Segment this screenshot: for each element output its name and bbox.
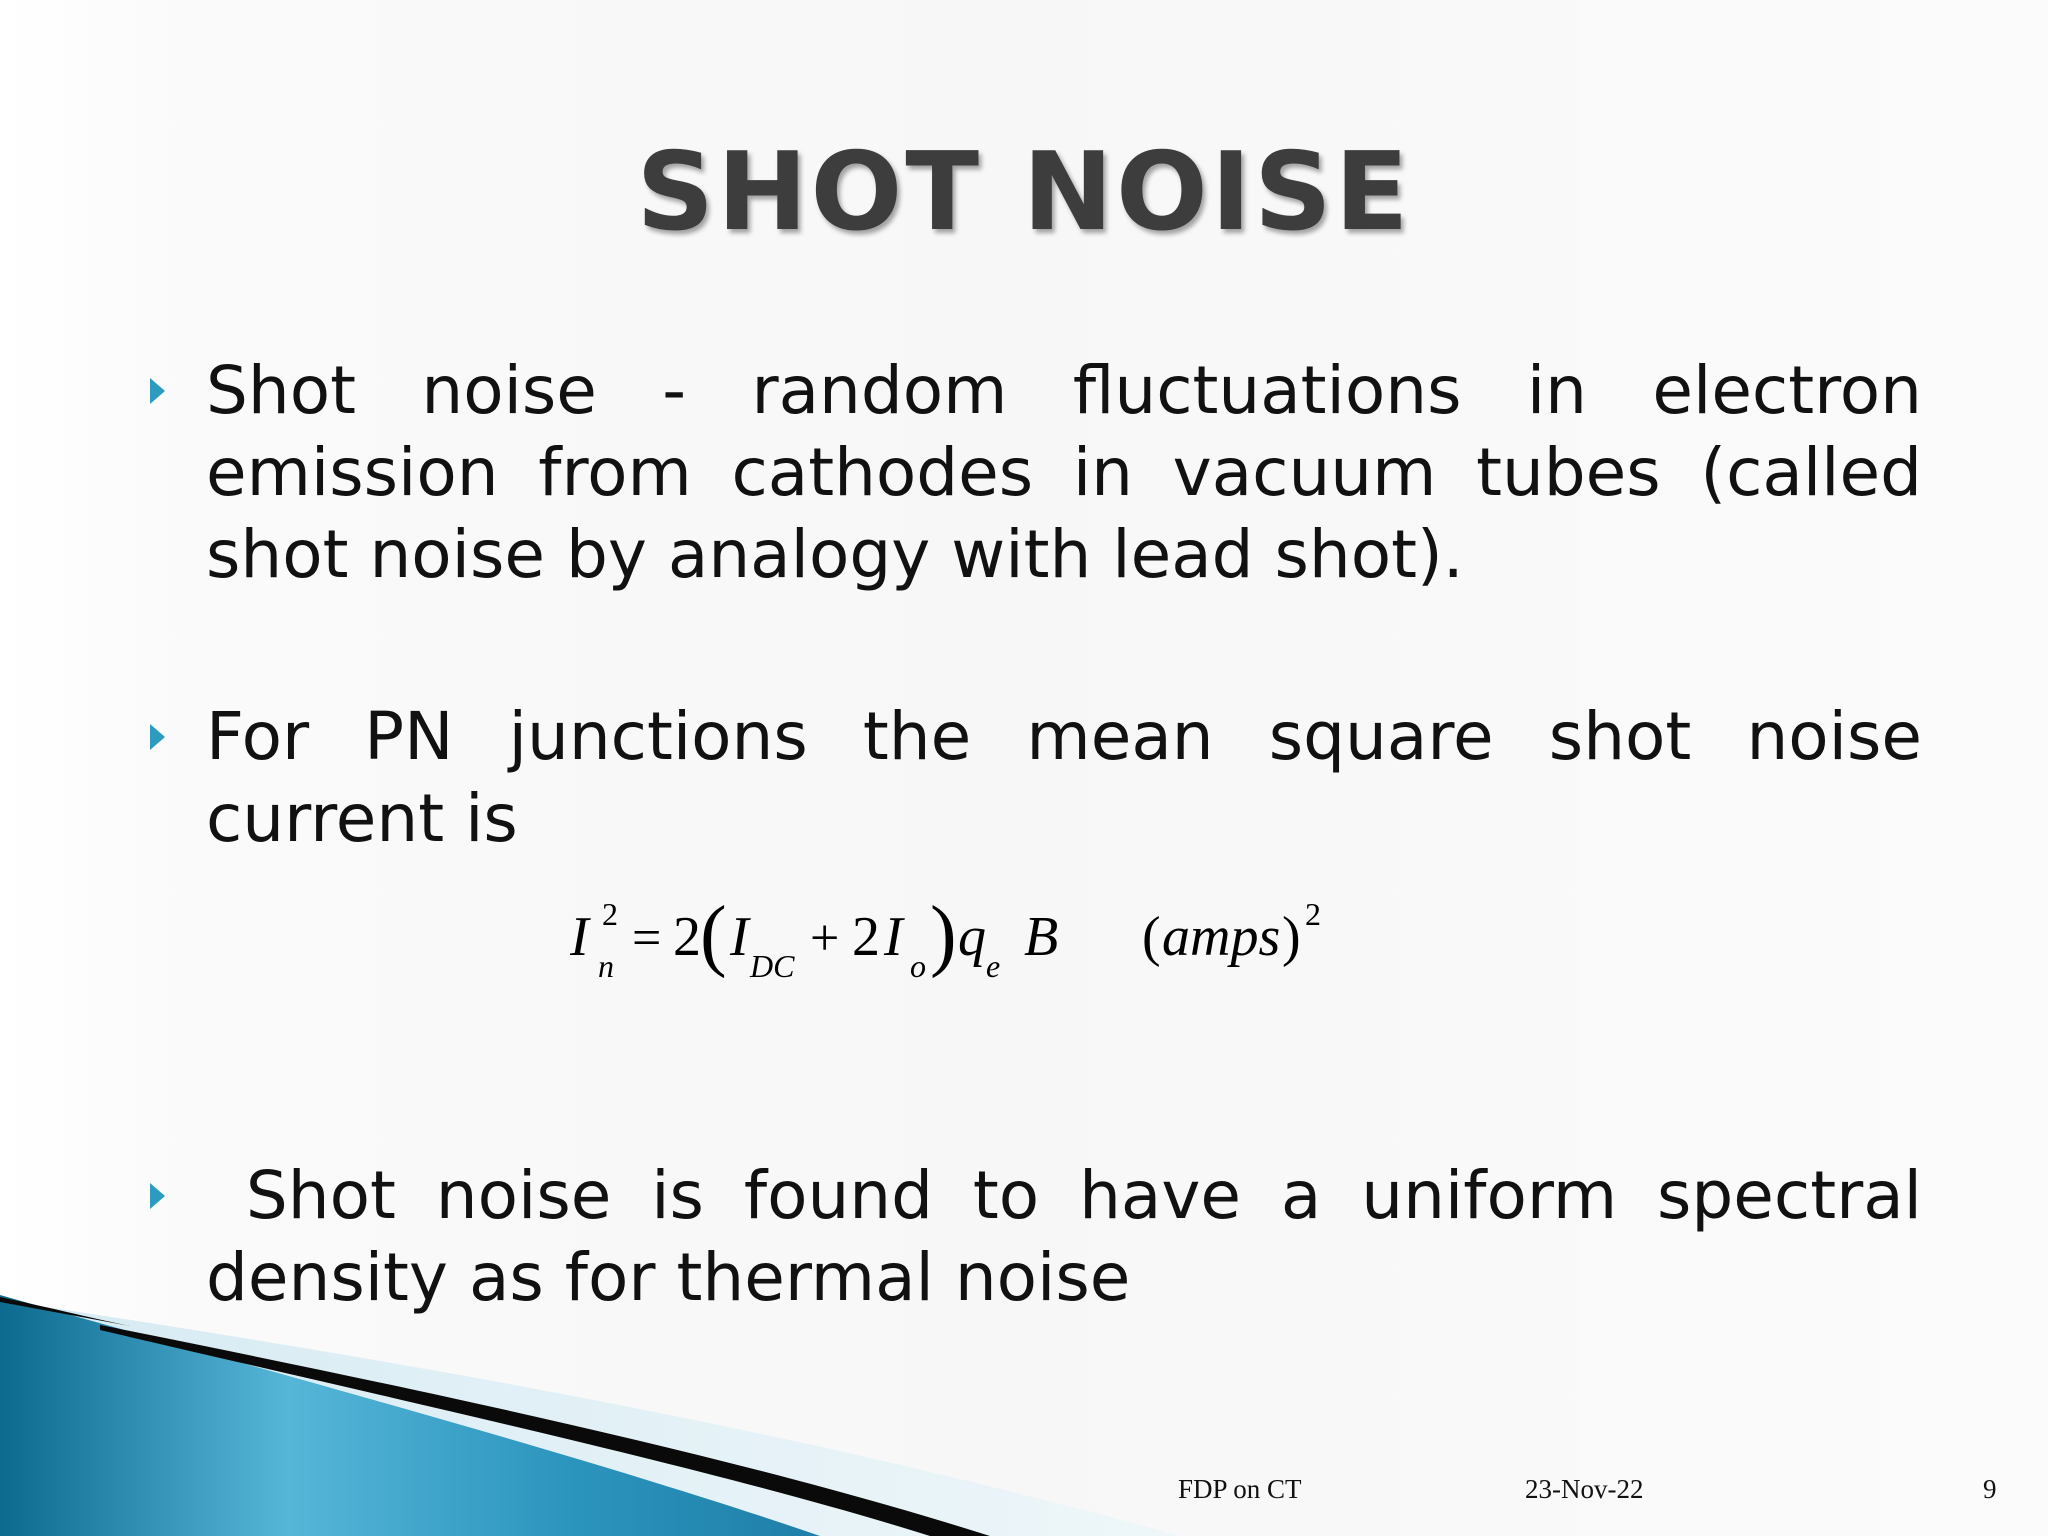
formula-open-paren: ( <box>700 895 727 979</box>
bullet-arrow-icon <box>150 724 165 750</box>
formula-q-sub: e <box>986 948 1001 984</box>
formula-term2: I <box>884 906 903 968</box>
formula-lhs-sub: n <box>598 948 614 984</box>
formula-coef: 2 <box>673 906 701 968</box>
formula-lhs: I <box>570 906 589 968</box>
formula-term1-sub: DC <box>750 948 795 984</box>
footer-page-number: 9 <box>1983 1474 1997 1504</box>
shot-noise-formula <box>570 895 1370 1005</box>
bullet-text-3: Shot noise is found to have a uniform spectral density as for thermal noise <box>206 1157 1943 1316</box>
formula-units-close: ) <box>1282 906 1301 968</box>
bullet-arrow-icon <box>150 1183 165 1209</box>
slide-title: SHOT NOISE <box>636 130 1412 255</box>
bullet-text-2: For PN junctions the mean square shot noise current is <box>206 698 1922 857</box>
formula-units-open: ( <box>1142 906 1161 968</box>
formula-units: amps <box>1162 906 1281 968</box>
bullet-arrow-icon <box>150 378 165 404</box>
formula-equals: = <box>632 910 662 967</box>
formula-q: q <box>958 906 986 968</box>
formula-term2-sub: o <box>910 948 926 984</box>
formula-plus: + <box>810 910 840 967</box>
formula-b: B <box>1024 906 1059 968</box>
footer-date: 23-Nov-22 <box>1525 1474 1644 1504</box>
formula-term1: I <box>730 906 749 968</box>
formula-units-sup: 2 <box>1305 896 1321 932</box>
formula-close-paren: ) <box>930 895 957 979</box>
footer-left: FDP on CT <box>1178 1474 1302 1504</box>
formula-coef2: 2 <box>852 906 880 968</box>
formula-lhs-sup: 2 <box>602 896 618 932</box>
bullet-text-1: Shot noise - random fluctuations in electron emission from cathodes in vacuum tubes (called shot noise by analogy with lead shot). <box>206 352 1922 593</box>
